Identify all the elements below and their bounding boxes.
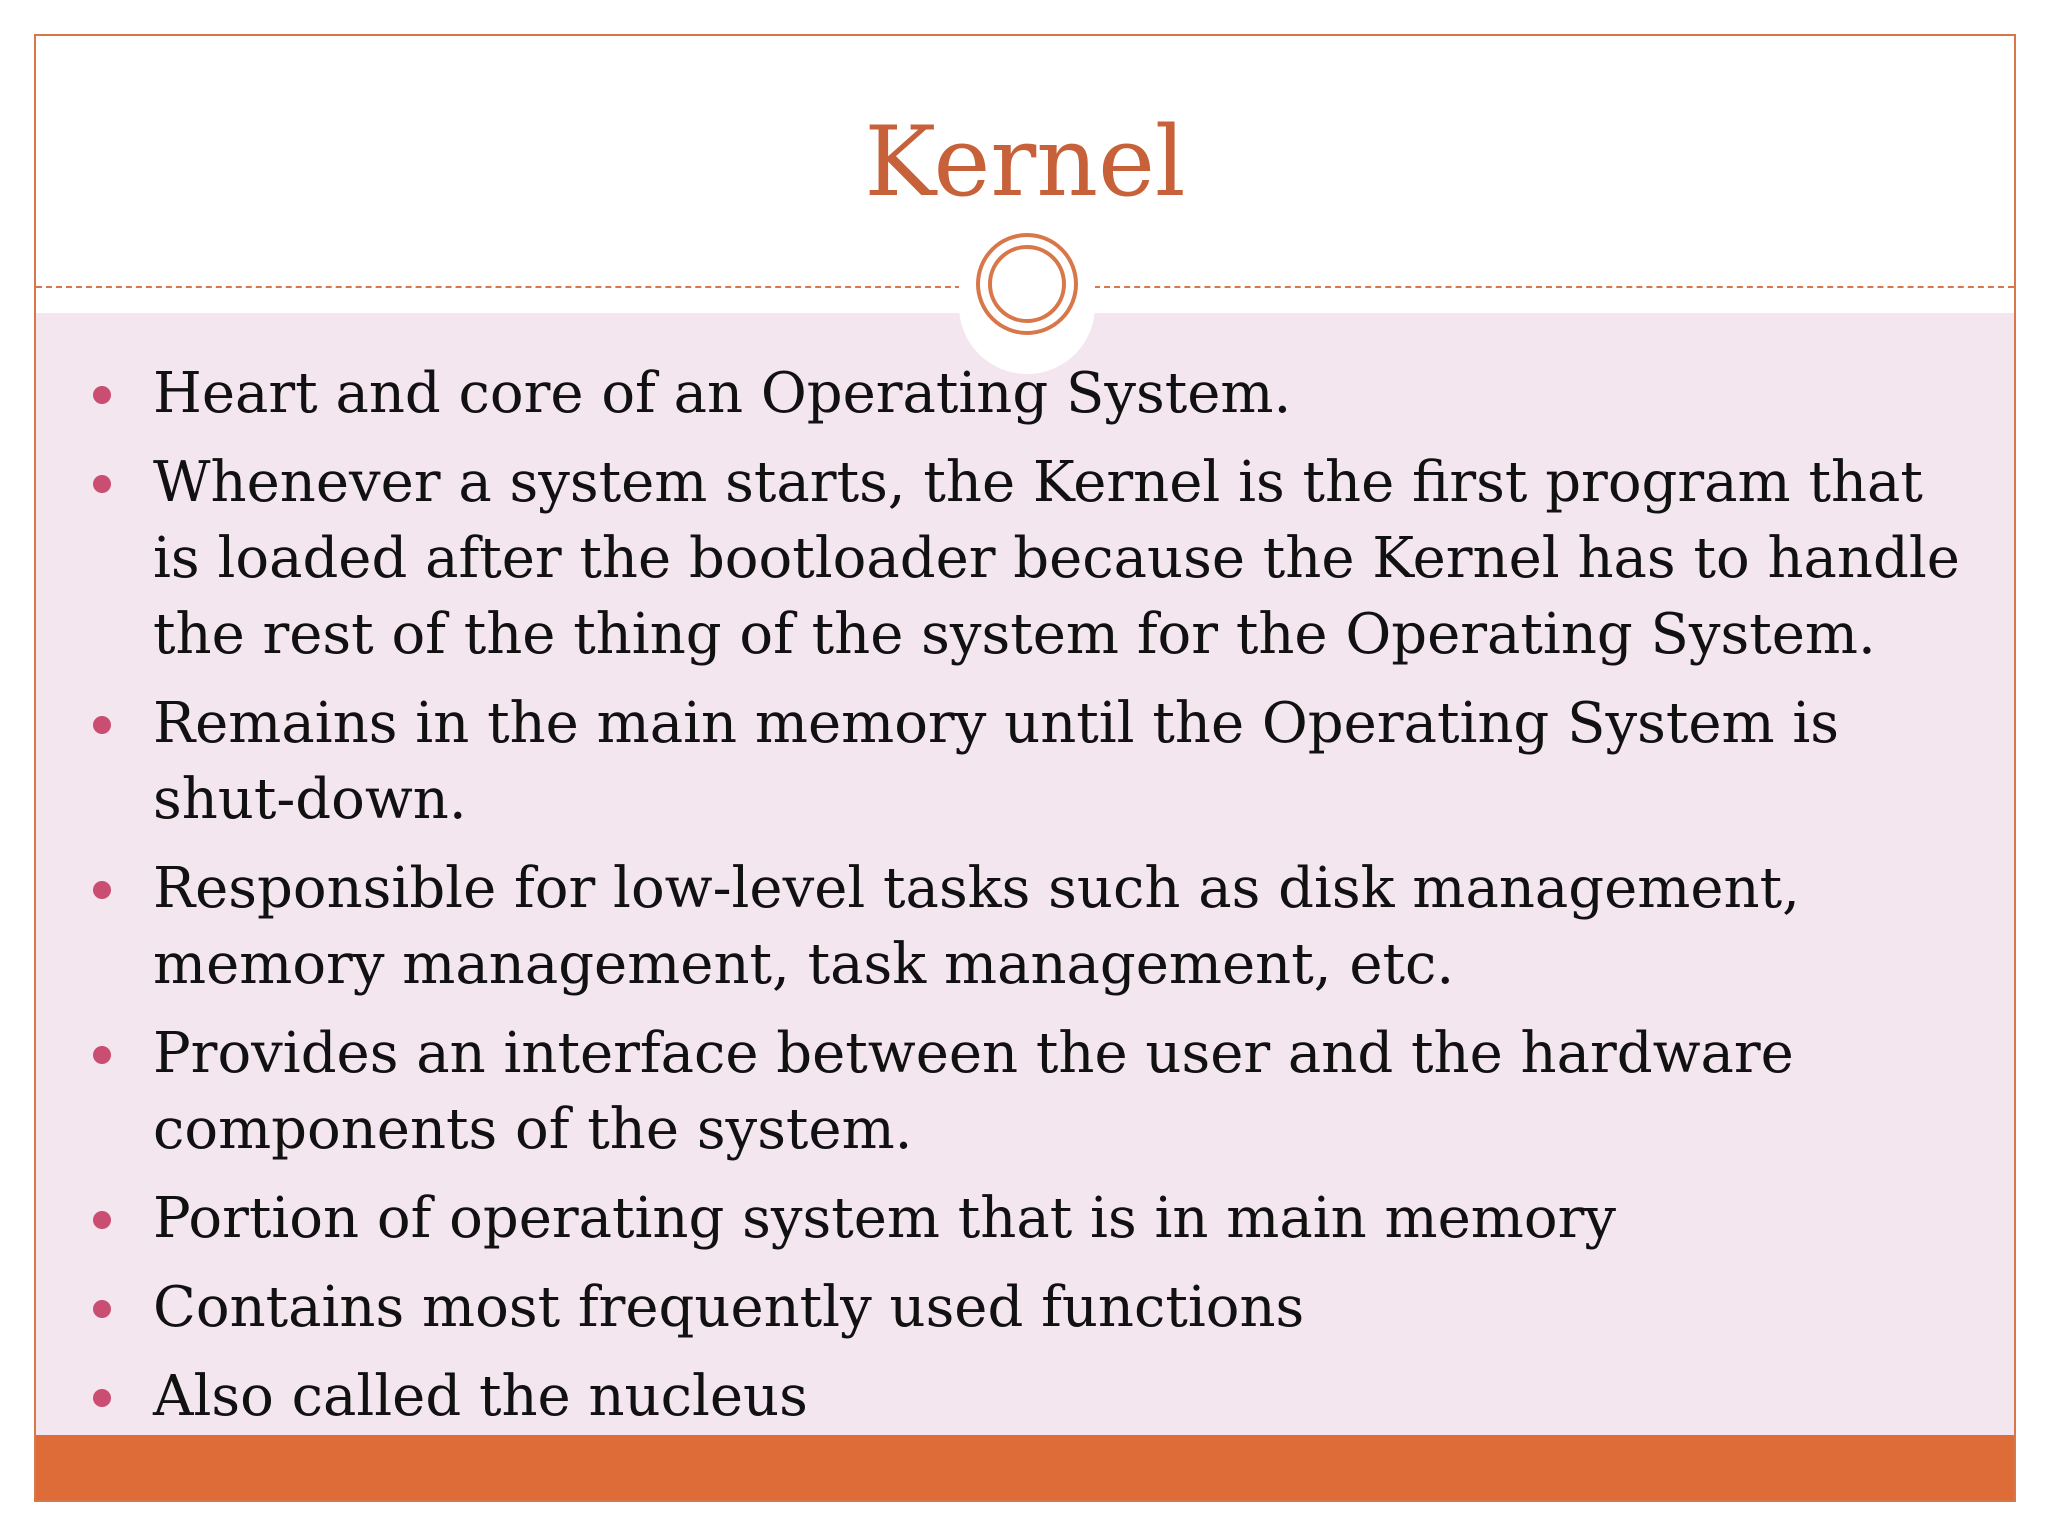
bullet-dot-icon xyxy=(93,1300,111,1318)
bullet-item xyxy=(36,1181,2014,1257)
bullet-item xyxy=(36,851,2014,1003)
circle-ornament-icon xyxy=(976,233,1078,335)
title-divider-left xyxy=(36,286,961,288)
bullet-item xyxy=(36,445,2014,673)
circle-ornament-inner xyxy=(988,245,1066,323)
footer-bar xyxy=(36,1435,2014,1500)
bullet-text: Contains most frequently used functions xyxy=(153,1275,1305,1340)
bullet-item xyxy=(36,686,2014,838)
slide xyxy=(34,34,2016,1502)
bullet-dot-icon xyxy=(93,1046,111,1064)
bullet-text: Also called the nucleus xyxy=(153,1364,808,1429)
bullet-item xyxy=(36,1270,2014,1346)
bullet-dot-icon xyxy=(93,475,111,493)
bullet-dot-icon xyxy=(93,716,111,734)
bullet-dot-icon xyxy=(93,1211,111,1229)
bullet-text: Heart and core of an Operating System. xyxy=(153,361,1292,426)
bullet-item xyxy=(36,1016,2014,1168)
bullet-item xyxy=(36,1359,2014,1435)
bullet-text: Provides an interface between the user and the hardware components of the system. xyxy=(153,1021,1794,1162)
bullet-dot-icon xyxy=(93,881,111,899)
bullet-dot-icon xyxy=(93,1389,111,1407)
slide-title: Kernel xyxy=(864,106,1186,218)
bullet-text: Remains in the main memory until the Operating System is shut-down. xyxy=(153,691,1840,832)
bullet-list xyxy=(36,356,2014,1448)
bullet-item xyxy=(36,356,2014,432)
bullet-text: Whenever a system starts, the Kernel is the first program that is loaded after the bootloader because the Kernel has to handle the rest of the thing of the system for the Operating System. xyxy=(153,450,1960,667)
bullet-text: Portion of operating system that is in main memory xyxy=(153,1186,1616,1251)
title-divider-right xyxy=(1094,286,2014,288)
bullet-text: Responsible for low-level tasks such as disk management, memory management, task management, etc. xyxy=(153,856,1800,997)
bullet-dot-icon xyxy=(93,386,111,404)
